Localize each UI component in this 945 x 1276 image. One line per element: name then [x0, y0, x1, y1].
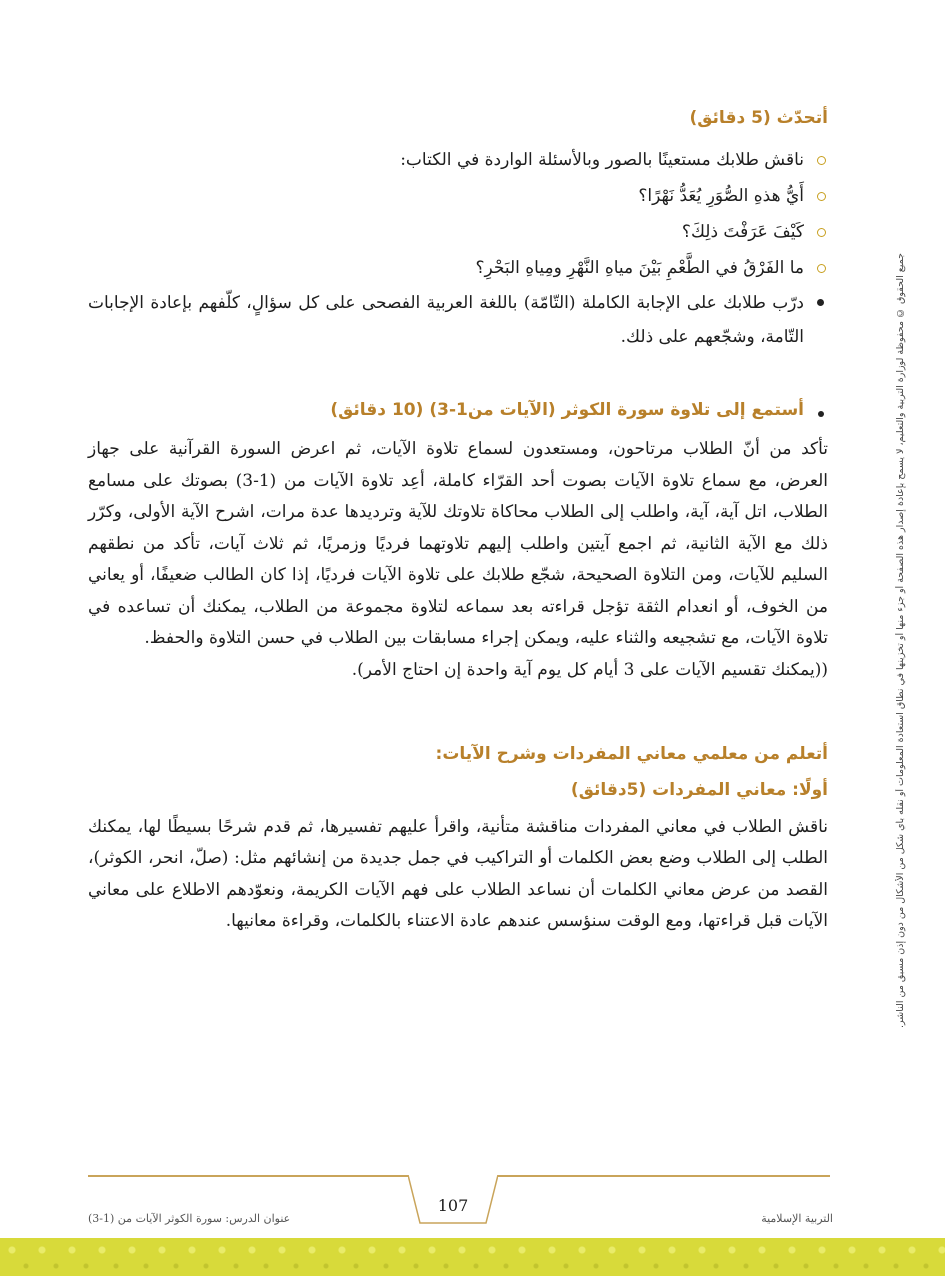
- list-item: ما الفَرْقُ في الطَّعْمِ بَيْنَ مياهِ النَّهْرِ ومِياهِ البَحْرِ؟: [88, 250, 828, 286]
- content: [88, 108, 828, 938]
- listen-heading: أستمع إلى تلاوة سورة الكوثر (الآيات من1-3) (10 دقائق): [330, 400, 804, 420]
- listen-note: ((يمكنك تقسيم الآيات على 3 أيام كل يوم آية واحدة إن احتاج الأمر).: [351, 659, 828, 680]
- talk-questions-list: [88, 142, 828, 286]
- train-paragraph: درّب طلابك على الإجابة الكاملة (التّامّة) باللغة العربية الفصحى على كل سؤالٍ، كلّفهم بإعادة الإجابات التّامة، وشجّعهم على ذلك.: [88, 286, 828, 354]
- list-item: ناقش طلابك مستعينًا بالصور وبالأسئلة الواردة في الكتاب:: [88, 142, 828, 178]
- list-item: أَيُّ هذهِ الصُّوَرِ يُعَدُّ نَهْرًا؟: [88, 178, 828, 214]
- circle-bullet-icon: [817, 228, 826, 237]
- decorative-footer-band: [0, 1238, 945, 1276]
- subject-footer: التربية الإسلامية: [761, 1212, 833, 1225]
- dot-bullet-icon: [818, 411, 824, 417]
- circle-bullet-icon: [817, 192, 826, 201]
- listen-paragraph: تأكد من أنّ الطلاب مرتاحون، ومستعدون لسماع تلاوة الآيات، ثم اعرض السورة القرآنية على جهاز العرض، مع سماع تلاوة الآيات بصوت أحد القرّاء كاملة، أعِد تلاوة الآيات من (1-3) بصوتك على مسامع الطلاب، اتل آية، آية، واطلب إلى الطلاب محاكاة تلاوتك للآية وترديدها عدة مرات، اشرح الآية الأولى، وكرّر ذلك مع الآية الثانية، ثم اجمع آيتين واطلب إليهم تلاوتهما فرديًا وزمريًا، ثم ثلاث آيات، تأكد من نطقهم السليم للآيات، ومن التلاوة الصحيحة، شجّع طلابك على تلاوة الآيات فرديًا، إذا كان الطالب ضعيفًا، أو يعاني من الخوف، أو انعدام الثقة تؤجل قراءته بعد سماعه لتلاوة مجموعة من الطلاب، يمكنك أن تساعده في تلاوة الآيات، مع تشجيعه والثناء عليه، ويمكن إجراء مسابقات بين الطلاب في حسن التلاوة والحفظ.: [88, 439, 828, 648]
- page-number: 107: [437, 1196, 469, 1215]
- lesson-title-footer: عنوان الدرس: سورة الكوثر الآيات من (1-3): [88, 1212, 291, 1225]
- circle-bullet-icon: [817, 264, 826, 273]
- vocab-paragraph: ناقش الطلاب في معاني المفردات مناقشة متأنية، واقرأ عليهم تفسيرها، ثم قدم شرحًا بسيطًا لها، يمكنك الطلب إلى الطلاب وضع بعض الكلمات أو التراكيب في جمل جديدة من إنشائهم مثل: (صلّ، انحر، الكوثر)، القصد من عرض معاني الكلمات أن نساعد الطلاب على فهم الآيات الكريمة، ونعوّدهم الاطلاع على معاني الآيات قبل قراءتها، ومع الوقت سنؤسس عندهم عادة الاعتناء بالكلمات، وقراءة معانيها.: [88, 816, 828, 931]
- copyright-side-note: جميع الحقوق © محفوظة لوزارة التربية والتعليم، لا يسمح بإعادة إصدار هذه الصفحة أو جزء منها أو تخزينها في نطاق استعادة المعلومات أو نقله بأي شكل من الأشكال من دون إذن مسبق من الناشر.: [895, 252, 906, 1028]
- learn-heading: أتعلم من معلمي معاني المفردات وشرح الآيات:: [435, 743, 828, 764]
- circle-bullet-icon: [817, 156, 826, 165]
- list-item: كَيْفَ عَرَفْتَ ذلِكَ؟: [88, 214, 828, 250]
- vocab-subheading: أولًا: معاني المفردات (5دقائق): [570, 779, 828, 800]
- listen-heading-row: [88, 400, 828, 420]
- talk-heading: أتحدّث (5 دقائق): [689, 108, 828, 128]
- dot-bullet-icon: [817, 299, 824, 306]
